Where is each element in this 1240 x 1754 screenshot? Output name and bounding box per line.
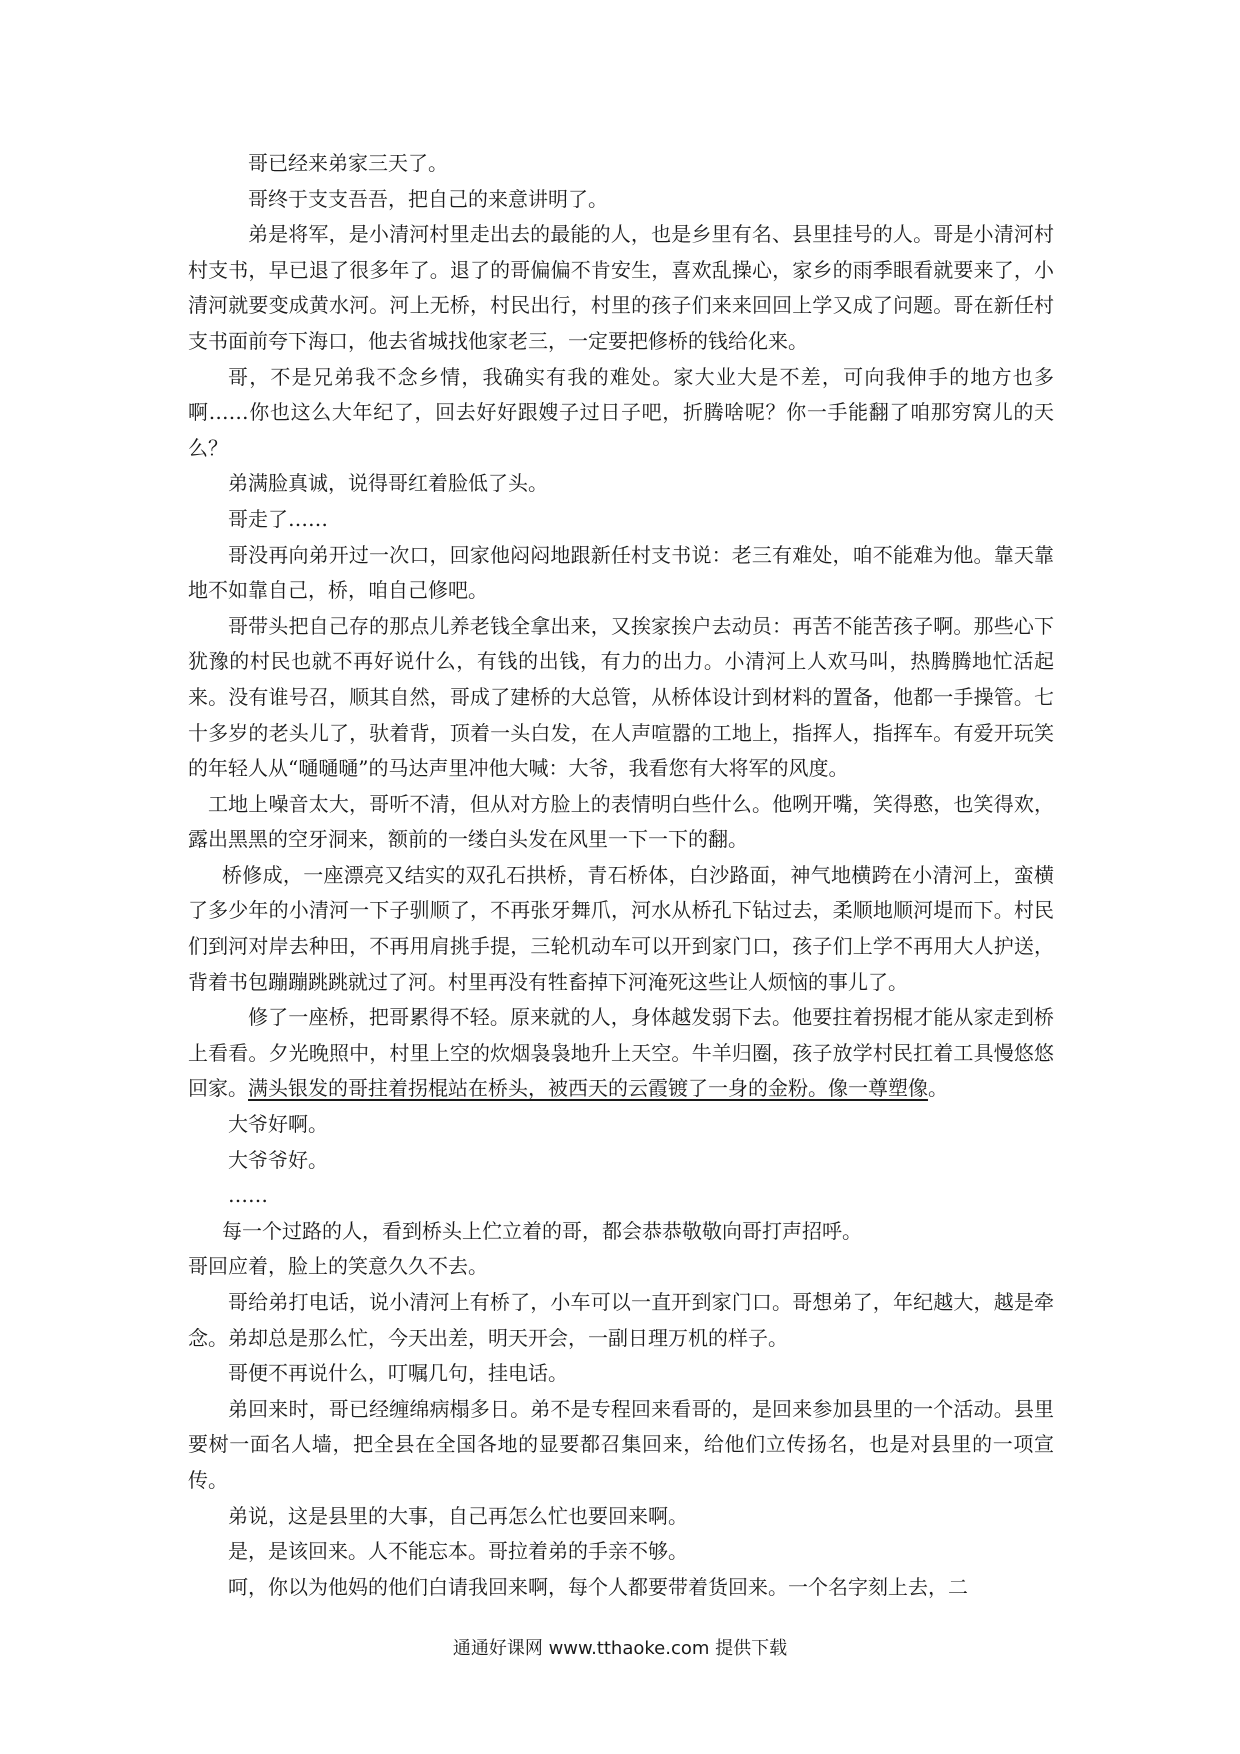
paragraph: 哥走了……	[228, 506, 328, 531]
paragraph: 大爷爷好。	[228, 1147, 328, 1172]
paragraph: 哥给弟打电话，说小清河上有桥了，小车可以一直开到家门口。哥想弟了，年纪越大，越是牵念。弟却总是那么忙，今天出差，明天开会，一副日理万机的样子。	[188, 1290, 1054, 1350]
paragraph: 弟是将军，是小清河村里走出去的最能的人，也是乡里有名、县里挂号的人。哥是小清河村村支书，早已退了很多年了。退了的哥偏偏不肯安生，喜欢乱操心，家乡的雨季眼看就要来了，小清河就要变成黄水河。河上无桥，村民出行，村里的孩子们来来回回上学又成了问题。哥在新任村支书面前夸下海口，他去省城找他家老三，一定要把修桥的钱给化来。	[188, 222, 1054, 353]
paragraph: 哥已经来弟家三天了。	[248, 151, 448, 175]
paragraph: 呵，你以为他妈的他们白请我回来啊，每个人都要带着货回来。一个名字刻上去，二	[228, 1574, 968, 1599]
paragraph: 哥便不再说什么，叮嘱几句，挂电话。	[228, 1361, 568, 1386]
paragraph: 每一个过路的人，看到桥头上伫立着的哥，都会恭恭敬敬向哥打声招呼。	[222, 1218, 862, 1243]
story-text	[188, 146, 1054, 1605]
paragraph: 桥修成，一座漂亮又结实的双孔石拱桥，青石桥体，白沙路面，神气地横跨在小清河上，蛮横了多少年的小清河一下子驯顺了，不再张牙舞爪，河水从桥孔下钻过去，柔顺地顺河堤而下。村民们到河对岸去种田，不再用肩挑手提，三轮机动车可以开到家门口，孩子们上学不再用大人护送，背着书包蹦蹦跳跳就过了河。村里再没有牲畜掉下河淹死这些让人烦恼的事儿了。	[188, 862, 1054, 994]
paragraph: 弟说，这是县里的大事，自己再怎么忙也要回来啊。	[228, 1503, 688, 1528]
paragraph: 哥，不是兄弟我不念乡情，我确实有我的难处。家大业大是不差，可向我伸手的地方也多啊……你也这么大年纪了，回去好好跟嫂子过日子吧，折腾啥呢？你一手能翻了咱那穷窝儿的天么？	[188, 364, 1054, 460]
paragraph-text: 修了一座桥，把哥累得不轻。原来就的人，身体越发弱下去。他要拄着拐棍才能从家走到桥上看看。夕光晚照中，村里上空的炊烟袅袅地升上天空。牛羊归圈，孩子放学村民扛着工具慢悠悠回家。	[188, 1005, 1054, 1101]
paragraph: 工地上噪音太大，哥听不清，但从对方脸上的表情明白些什么。他咧开嘴，笑得憨，也笑得欢，露出黑黑的空牙洞来，额前的一缕白头发在风里一下一下的翻。	[188, 791, 1054, 852]
paragraph: 是，是该回来。人不能忘本。哥拉着弟的手亲不够。	[228, 1539, 688, 1564]
paragraph: 哥终于支支吾吾，把自己的来意讲明了。	[248, 186, 608, 211]
paragraph: 弟回来时，哥已经缠绵病榻多日。弟不是专程回来看哥的，是回来参加县里的一个活动。县里要树一面名人墙，把全县在全国各地的显要都召集回来，给他们立传扬名，也是对县里的一项宣传。	[188, 1396, 1054, 1492]
paragraph	[188, 1000, 1054, 1107]
paragraph: 弟满脸真诚，说得哥红着脸低了头。	[228, 471, 548, 496]
paragraph: 哥带头把自己存的那点儿养老钱全拿出来，又挨家挨户去动员：再苦不能苦孩子啊。那些心下犹豫的村民也就不再好说什么，有钱的出钱，有力的出力。小清河上人欢马叫，热腾腾地忙活起来。没有谁号召，顺其自然，哥成了建桥的大总管，从桥体设计到材料的置备，他都一手操管。七十多岁的老头儿了，驮着背，顶着一头白发，在人声喧嚣的工地上，指挥人，指挥车。有爱开玩笑的年轻人从“嗵嗵嗵”的马达声里冲他大喊：大爷，我看您有大将军的风度。	[188, 613, 1054, 781]
paragraph-end-mark: 。	[928, 1076, 948, 1101]
page-footer: 通通好课网 www.tthaoke.com 提供下载	[452, 1638, 788, 1659]
paragraph: 哥回应着，脸上的笑意久久不去。	[188, 1254, 488, 1279]
paragraph: 哥没再向弟开过一次口，回家他闷闷地跟新任村支书说：老三有难处，咱不能难为他。靠天靠地不如靠自己，桥，咱自己修吧。	[188, 542, 1054, 603]
paragraph: 大爷好啊。	[228, 1112, 328, 1137]
paragraph: ……	[228, 1183, 268, 1208]
underlined-sentence: 满头银发的哥拄着拐棍站在桥头，被西天的云霞镀了一身的金粉。像一尊塑像	[248, 1076, 928, 1101]
